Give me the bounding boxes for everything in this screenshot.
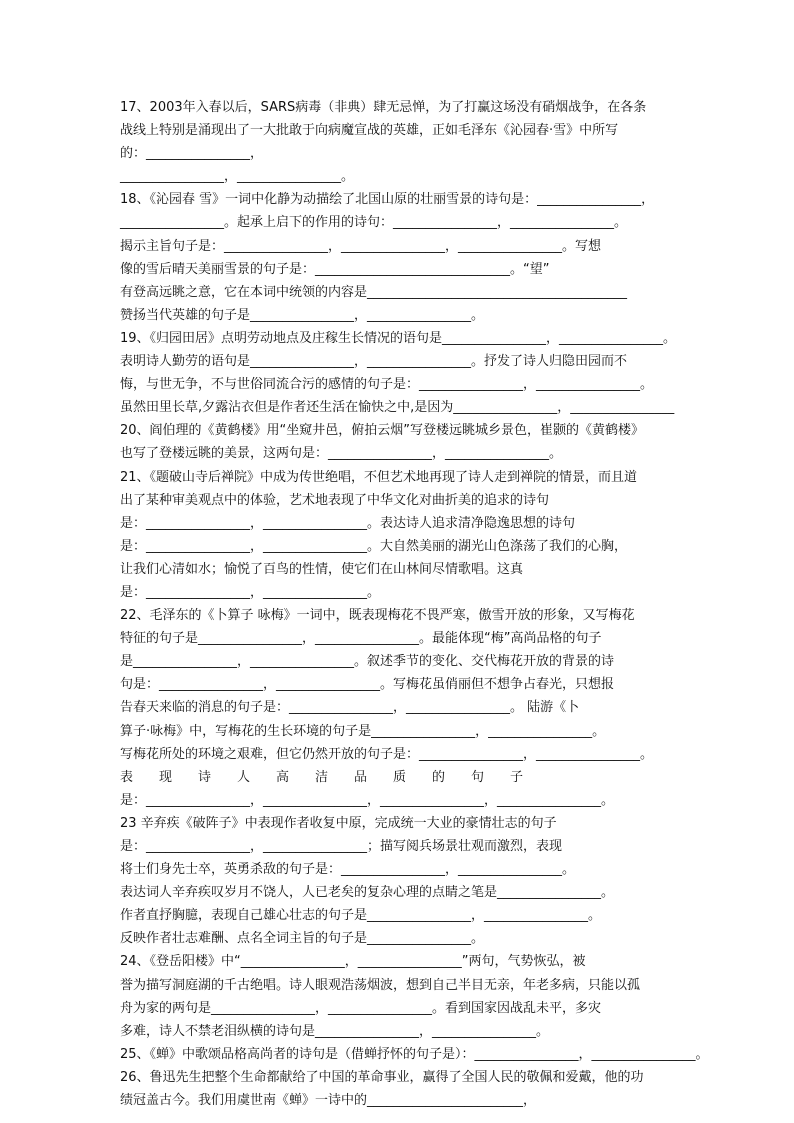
text-line: 的：________________， (120, 146, 264, 162)
text-line: 作者直抒胸臆，表现自己雄心壮志的句子是________________，________________。 (120, 908, 602, 924)
text-line: 表达词人辛弃疾叹岁月不饶人，人已老矣的复杂心理的点睛之笔是________________。 (120, 885, 615, 901)
text-line: 战线上特别是涌现出了一大批敢于向病魔宣战的英雄，正如毛泽东《沁园春·雪》中所写 (120, 123, 619, 139)
text-line: 是________________，________________。叙述季节的变化、交代梅花开放的背景的诗 (120, 654, 615, 670)
text-line: 揭示主旨句子是：________________，________________，________________。写想 (120, 238, 602, 254)
text-line: 是：________________，________________。大自然美丽的湖光山色涤荡了我们的心胸， (120, 538, 628, 554)
text-line: 悔，与世无争，不与世俗同流合污的感情的句子是：________________，________________。 (120, 377, 654, 393)
text-line: 是：________________，________________，________________，________________。 (120, 792, 615, 808)
text-line: 句是：________________，________________。写梅花虽俏丽但不想争占春光，只想报 (120, 677, 615, 693)
text-line: 是：________________，________________。 (120, 584, 381, 600)
text-line: 告春天来临的消息的句子是：________________，________________。 陆游《卜 (120, 700, 580, 716)
text-line: 出了某种审美观点中的体验，艺术地表现了中华文化对曲折美的追求的诗句 (120, 492, 550, 508)
text-line: 算子·咏梅》中，写梅花的生长环境的句子是________________，________________。 (120, 723, 606, 739)
text-line: 表明诗人勤劳的语句是________________，________________。抒发了诗人归隐田园而不 (120, 354, 628, 370)
text-line: 虽然田里长草,夕露沾衣但是作者还生活在愉快之中,是因为________________，________________ (120, 400, 675, 416)
text-line: 20、阎伯理的《黄鹤楼》用“坐窥井邑，俯拍云烟”写登楼远眺城乡景色，崔颢的《黄鹤楼》 (120, 423, 645, 439)
text-line: 24、《登岳阳楼》中“________________，________________”两句，气势恢弘，被 (120, 954, 586, 970)
text-line: ________________，________________。 (120, 169, 355, 185)
text-line: 是：________________，________________。表达诗人追求清净隐逸思想的诗句 (120, 515, 576, 531)
text-line: 也写了登楼远眺的美景，这两句是：________________，________________。 (120, 446, 563, 462)
text-line: 23 辛弃疾《破阵子》中表现作者收复中原，完成统一大业的豪情壮志的句子 (120, 815, 557, 831)
text-line: 反映作者壮志难酬、点名全词主旨的句子是________________。 (120, 931, 485, 947)
text-line: 19、《归园田居》点明劳动地点及庄稼生长情况的语句是________________，________________。 (120, 330, 677, 346)
worksheet-page (120, 96, 794, 1112)
text-line: 多难，诗人不禁老泪纵横的诗句是________________，________________。 (120, 1023, 550, 1039)
text-line: 22、毛泽东的《卜算子 咏梅》一词中，既表现梅花不畏严寒，傲雪开放的形象，又写梅花 (120, 608, 635, 624)
text-line: ________________。起承上启下的作用的诗句：________________，________________。 (120, 215, 628, 231)
text-line: 特征的句子是________________，________________。最能体现“梅”高尚品格的句子 (120, 631, 602, 647)
text-line: 17、2003年入春以后，SARS病毒（非典）肆无忌惮，为了打赢这场没有硝烟战争，在各条 (120, 100, 647, 115)
text-line: 舟为家的两句是________________，________________。看到国家因战乱未平，多灾 (120, 1000, 602, 1016)
text-line: 让我们心清如水；愉悦了百鸟的性情，使它们在山林间尽情歌唱。这真 (120, 561, 524, 577)
text-line: 18、《沁园春 雪》一词中化静为动描绘了北国山原的壮丽雪景的诗句是：________________， (120, 192, 655, 208)
text-line: 是：________________，________________；描写阅兵场景壮观而激烈，表现 (120, 839, 563, 854)
text-line: 誉为描写洞庭湖的千古绝唱。诗人眼观浩荡烟波，想到自己半目无亲，年老多病，只能以孤 (120, 977, 641, 993)
text-line: 写梅花所处的环境之艰难，但它仍然开放的句子是：________________，________________。 (120, 746, 654, 762)
text-line: 有登高远眺之意，它在本词中统领的内容是________________________________________ (120, 284, 628, 300)
text-line: 绩冠盖古今。我们用虞世南《蝉》一诗中的________________________， (120, 1093, 537, 1109)
text-line: 26、鲁迅先生把整个生命都献给了中国的革命事业，赢得了全国人民的敬佩和爱戴，他的功 (120, 1069, 644, 1085)
text-line: 25、《蝉》中歌颂品格高尚者的诗句是（借蝉抒怀的句子是）：________________，________________。 (120, 1046, 709, 1062)
text-line: 21、《题破山寺后禅院》中成为传世绝唱，不但艺术地再现了诗人走到禅院的情景，而且道 (120, 469, 638, 485)
text-line: 表 现 诗 人 高 洁 品 质 的 句 子 (120, 769, 524, 785)
text-line: 像的雪后晴天美丽雪景的句子是：______________________________。“望” (120, 261, 550, 277)
text-line: 将士们身先士卒，英勇杀敌的句子是：________________，________________。 (120, 862, 576, 878)
text-line: 赞扬当代英雄的句子是________________，________________。 (120, 307, 485, 323)
